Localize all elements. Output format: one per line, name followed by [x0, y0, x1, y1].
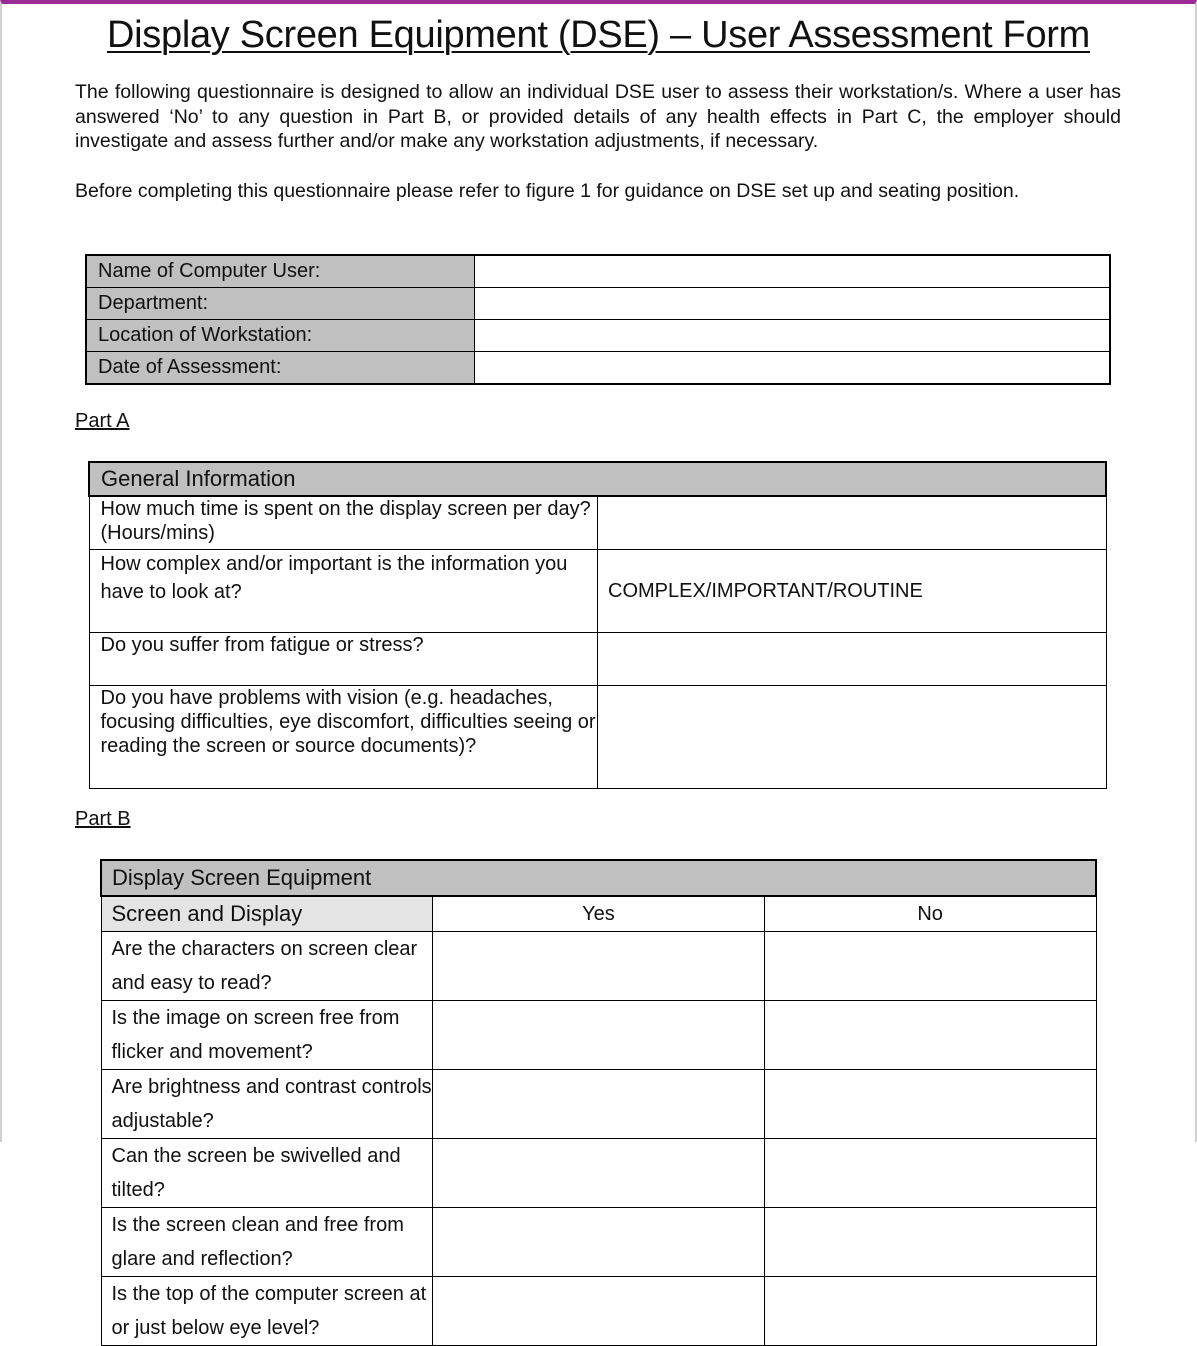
table-row [89, 686, 1106, 789]
question-cell: Are brightness and contrast controls adjustable? [101, 1070, 433, 1139]
no-checkbox-cell[interactable] [764, 1001, 1096, 1070]
question-cell: How complex and/or important is the information you have to look at? [89, 550, 598, 633]
general-information-heading: General Information [89, 462, 1106, 496]
location-label: Location of Workstation: [86, 320, 475, 352]
table-row [101, 1001, 1096, 1070]
no-checkbox-cell[interactable] [764, 1139, 1096, 1208]
user-details-row [86, 255, 1110, 288]
table-row [101, 1070, 1096, 1139]
no-checkbox-cell[interactable] [764, 932, 1096, 1001]
page-title: Display Screen Equipment (DSE) – User Assessment Form [107, 14, 1090, 56]
table-row [89, 496, 1106, 550]
question-cell: Is the top of the computer screen at or just below eye level? [101, 1277, 433, 1346]
table-row [101, 1277, 1096, 1346]
question-cell: Is the screen clean and free from glare and reflection? [101, 1208, 433, 1277]
yes-checkbox-cell[interactable] [433, 1277, 765, 1346]
question-cell: Is the image on screen free from flicker and movement? [101, 1001, 433, 1070]
no-column-header: No [764, 896, 1096, 932]
answer-cell[interactable]: COMPLEX/IMPORTANT/ROUTINE [598, 550, 1107, 633]
question-cell: How much time is spent on the display screen per day? (Hours/mins) [89, 496, 598, 550]
yes-checkbox-cell[interactable] [433, 932, 765, 1001]
dse-table [100, 859, 1097, 1346]
question-cell: Do you have problems with vision (e.g. headaches, focusing difficulties, eye discomfort, difficulties seeing or reading the screen or source documents)? [89, 686, 598, 789]
table-header-row [89, 462, 1106, 496]
user-details-row [86, 288, 1110, 320]
table-row [101, 1139, 1096, 1208]
location-field[interactable] [475, 320, 1111, 352]
yes-column-header: Yes [433, 896, 765, 932]
yes-checkbox-cell[interactable] [433, 1208, 765, 1277]
general-information-table [88, 461, 1107, 789]
table-row [101, 1208, 1096, 1277]
no-checkbox-cell[interactable] [764, 1070, 1096, 1139]
part-a-label: Part A [75, 410, 130, 432]
table-row [101, 932, 1096, 1001]
question-cell: Can the screen be swivelled and tilted? [101, 1139, 433, 1208]
answer-cell[interactable] [598, 686, 1107, 789]
table-subheader-row [101, 896, 1096, 932]
question-cell: Do you suffer from fatigue or stress? [89, 633, 598, 686]
dse-heading: Display Screen Equipment [101, 860, 1096, 896]
yes-checkbox-cell[interactable] [433, 1139, 765, 1208]
answer-cell[interactable] [598, 496, 1107, 550]
user-details-table [85, 254, 1111, 385]
name-label: Name of Computer User: [86, 255, 475, 288]
guidance-paragraph: Before completing this questionnaire please refer to figure 1 for guidance on DSE set up and seating position. [75, 180, 1020, 202]
answer-cell[interactable] [598, 633, 1107, 686]
name-field[interactable] [475, 255, 1111, 288]
table-row [89, 633, 1106, 686]
no-checkbox-cell[interactable] [764, 1208, 1096, 1277]
screen-display-subheading: Screen and Display [101, 896, 433, 932]
table-header-row [101, 860, 1096, 896]
table-row [89, 550, 1106, 633]
part-b-label: Part B [75, 808, 131, 830]
intro-paragraph: The following questionnaire is designed to allow an individual DSE user to assess their workstation/s. Where a user has answered ‘No’ to any question in Part B, or provided details of any health effects in Part C, the employer should investigate and assess further and/or make any workstation adjustments, if necessary. [75, 81, 1121, 152]
question-cell: Are the characters on screen clear and easy to read? [101, 932, 433, 1001]
date-field[interactable] [475, 352, 1111, 385]
department-field[interactable] [475, 288, 1111, 320]
department-label: Department: [86, 288, 475, 320]
yes-checkbox-cell[interactable] [433, 1001, 765, 1070]
date-label: Date of Assessment: [86, 352, 475, 385]
yes-checkbox-cell[interactable] [433, 1070, 765, 1139]
no-checkbox-cell[interactable] [764, 1277, 1096, 1346]
user-details-row [86, 320, 1110, 352]
user-details-row [86, 352, 1110, 385]
